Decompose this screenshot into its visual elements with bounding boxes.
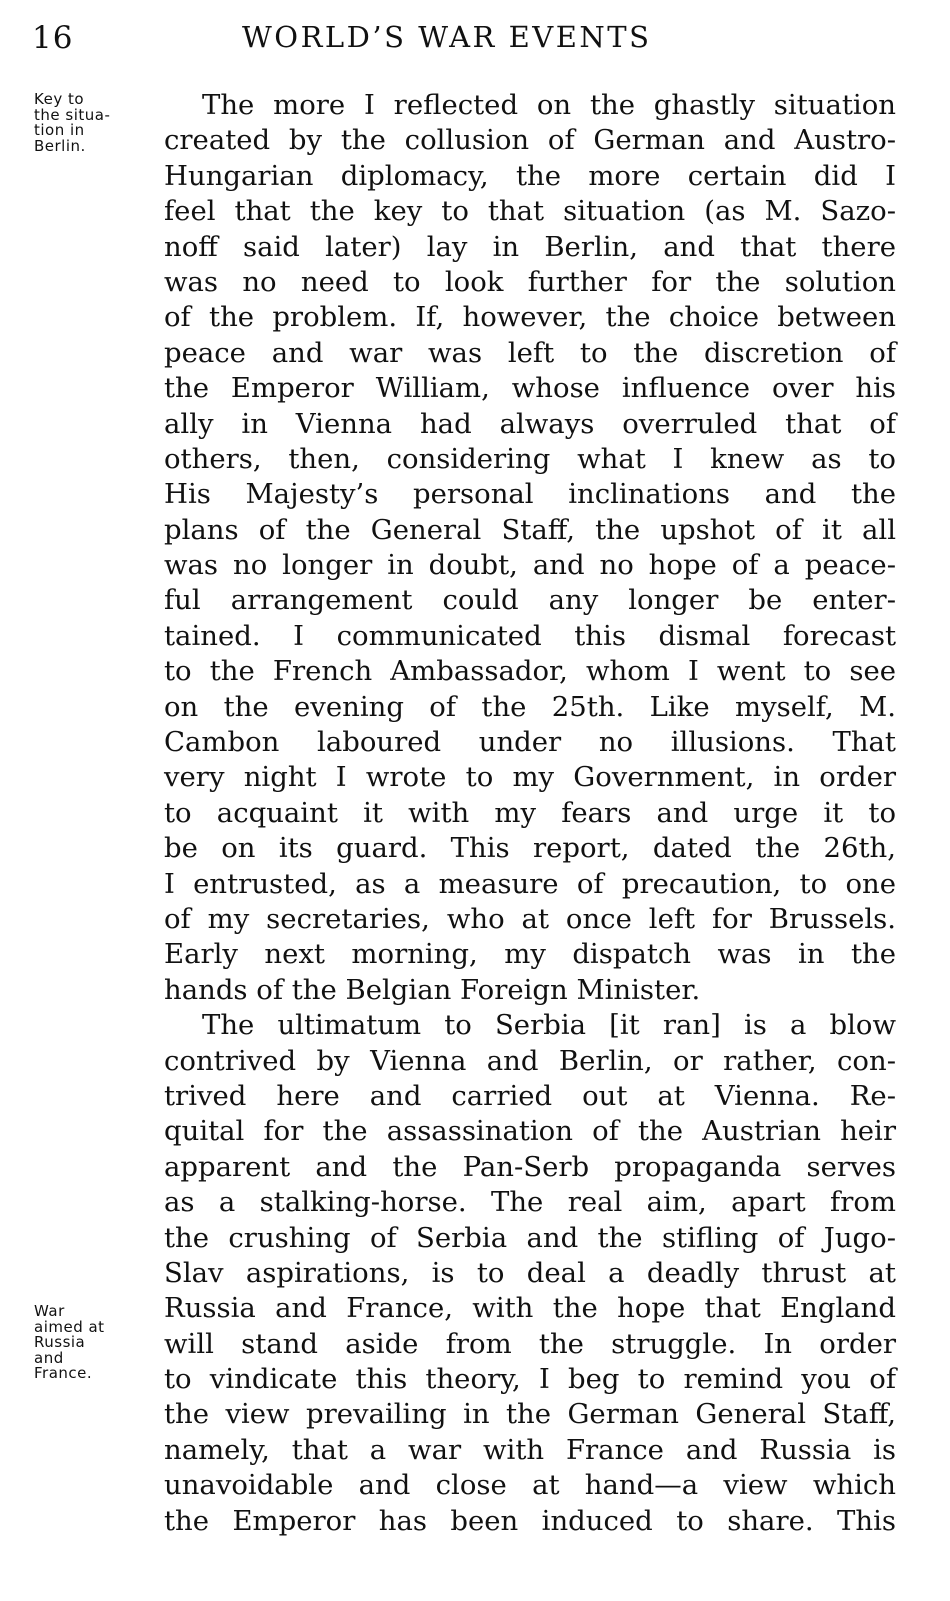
text-line: the crushing of Serbia and the stifling of Jugo-: [164, 1221, 896, 1254]
text-line: quital for the assassination of the Austrian heir: [164, 1115, 896, 1148]
text-line: peace and war was left to the discretion of: [164, 336, 896, 369]
text-line: plans of the General Staff, the upshot of it all: [164, 513, 896, 546]
text-line: feel that the key to that situation (as M. Sazo-: [164, 195, 896, 228]
body-text: [164, 88, 896, 1539]
text-line: of my secretaries, who at once left for Brussels.: [164, 902, 896, 935]
running-title: WORLD’S WAR EVENTS: [242, 20, 652, 54]
margin-note-line: Russia: [34, 1333, 86, 1351]
text-line: will stand aside from the struggle. In order: [164, 1327, 896, 1360]
text-line: the Emperor has been induced to share. This: [164, 1504, 896, 1537]
margin-note-line: Key to: [34, 90, 85, 108]
text-line: His Majesty’s personal inclinations and the: [164, 478, 896, 511]
text-line: be on its guard. This report, dated the 26th,: [164, 832, 896, 865]
margin-note-line: tion in: [34, 121, 85, 139]
text-line: as a stalking-horse. The real aim, apart from: [164, 1186, 896, 1219]
text-line: of the problem. If, however, the choice between: [164, 301, 896, 334]
text-line: to the French Ambassador, whom I went to see: [164, 655, 896, 688]
text-line: Russia and France, with the hope that England: [164, 1292, 896, 1325]
margin-note-war-aimed: [34, 1304, 146, 1382]
text-line: ful arrangement could any longer be enter-: [164, 584, 896, 617]
text-line: unavoidable and close at hand—a view which: [164, 1469, 896, 1502]
text-line: to acquaint it with my fears and urge it to: [164, 796, 896, 829]
text-line: contrived by Vienna and Berlin, or rather, con-: [164, 1044, 896, 1077]
text-line: noff said later) lay in Berlin, and that there: [164, 230, 896, 263]
text-line: The ultimatum to Serbia [it ran] is a blow: [202, 1009, 896, 1042]
text-line: trived here and carried out at Vienna. Re-: [164, 1079, 896, 1112]
text-line: others, then, considering what I knew as to: [164, 442, 896, 475]
text-line: the Emperor William, whose influence over his: [164, 372, 896, 405]
text-line: Early next morning, my dispatch was in the: [164, 938, 896, 971]
text-line: namely, that a war with France and Russia is: [164, 1433, 896, 1466]
text-line: apparent and the Pan-Serb propaganda serves: [164, 1150, 896, 1183]
margin-note-line: War: [34, 1302, 65, 1320]
text-line: was no need to look further for the solution: [164, 265, 896, 298]
text-line: I entrusted, as a measure of precaution, to one: [164, 867, 896, 900]
text-line: ally in Vienna had always overruled that of: [164, 407, 896, 440]
text-line: The more I reflected on the ghastly situation: [202, 89, 896, 121]
text-line: Cambon laboured under no illusions. That: [164, 726, 896, 759]
text-line: was no longer in doubt, and no hope of a peace-: [164, 549, 896, 582]
text-line: very night I wrote to my Government, in order: [164, 761, 896, 794]
text-line: the view prevailing in the German General Staff,: [164, 1398, 896, 1431]
text-line: hands of the Belgian Foreign Minister.: [164, 973, 701, 1006]
page-number: 16: [32, 20, 74, 56]
page-header: [32, 20, 912, 60]
margin-note-line: France.: [34, 1364, 93, 1382]
text-line: Hungarian diplomacy, the more certain did I: [164, 159, 896, 192]
text-line: on the evening of the 25th. Like myself, M.: [164, 690, 896, 723]
text-line: created by the collusion of German and Austro-: [164, 124, 896, 157]
margin-note-key-to-situation: [34, 92, 146, 154]
margin-note-line: the situa-: [34, 105, 111, 124]
text-line: Slav aspirations, is to deal a deadly thrust at: [164, 1256, 896, 1289]
text-line: to vindicate this theory, I beg to remind you of: [164, 1363, 896, 1396]
margin-note-line: Berlin.: [34, 136, 86, 155]
margin-note-line: and: [34, 1348, 64, 1367]
text-line: tained. I communicated this dismal forecast: [164, 619, 896, 652]
margin-note-line: aimed at: [34, 1317, 105, 1336]
